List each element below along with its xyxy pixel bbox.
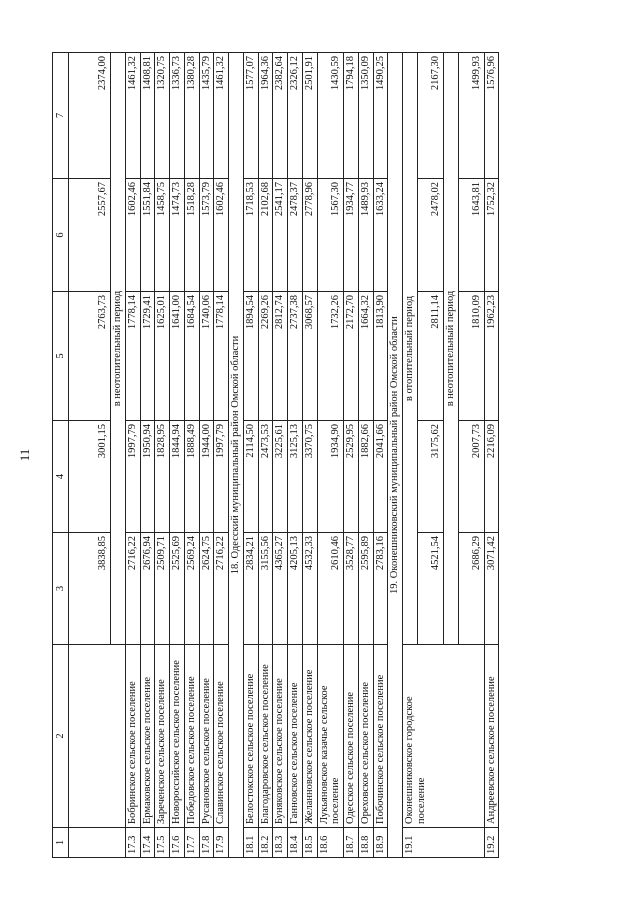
row-code: 17.7 [184, 828, 199, 858]
value-cell: 4521,54 [417, 533, 443, 645]
row-name: Побочинское сельское поселение [373, 645, 388, 828]
row-name: Бобринское сельское поселение [125, 645, 140, 828]
row-code: 19.2 [484, 828, 499, 858]
value-cell: 1934,90 [317, 421, 344, 533]
value-cell: 1551,84 [140, 179, 155, 292]
value-cell: 1888,49 [184, 421, 199, 533]
value-cell: 2167,30 [417, 53, 443, 179]
value-cell: 1844,94 [170, 421, 185, 533]
row-name: Андреевское сельское поселение [484, 645, 499, 828]
row-code: 18.7 [344, 828, 359, 858]
value-cell: 2624,75 [199, 533, 214, 645]
section-heading: 19. Оконешниковский муниципальный район Омской области [388, 53, 403, 858]
value-cell: 1499,93 [458, 53, 484, 179]
value-cell: 2811,14 [417, 292, 443, 421]
value-cell: 2812,74 [273, 292, 288, 421]
table-row [302, 53, 317, 858]
column-header: 5 [53, 292, 69, 421]
period-row [403, 53, 418, 858]
row-code: 18.3 [273, 828, 288, 858]
value-cell: 2382,64 [273, 53, 288, 179]
value-cell: 1474,73 [170, 179, 185, 292]
value-cell: 3001,15 [69, 421, 111, 533]
value-cell: 2473,53 [258, 421, 273, 533]
value-cell: 3068,57 [302, 292, 317, 421]
value-cell: 2172,70 [344, 292, 359, 421]
table-row [125, 53, 140, 858]
value-cell: 2114,50 [243, 421, 258, 533]
section-heading: 18. Одесский муниципальный район Омской области [229, 53, 244, 858]
value-cell: 3071,42 [484, 533, 499, 645]
table-row [243, 53, 258, 858]
table-row [288, 53, 303, 858]
period-label: в неотопительный период [443, 53, 458, 645]
value-cell: 2478,37 [288, 179, 303, 292]
value-cell: 1490,25 [373, 53, 388, 179]
value-cell: 1752,32 [484, 179, 499, 292]
value-cell: 2509,71 [155, 533, 170, 645]
period-label: в отопительный период [403, 53, 418, 645]
value-cell: 2763,73 [69, 292, 111, 421]
row-code: 17.8 [199, 828, 214, 858]
value-cell: 4532,33 [302, 533, 317, 645]
value-cell: 1602,46 [125, 179, 140, 292]
value-cell: 1641,00 [170, 292, 185, 421]
value-cell: 1997,79 [125, 421, 140, 533]
table-row [317, 53, 344, 858]
row-name: Славинское сельское поселение [214, 645, 229, 828]
value-cell: 2501,91 [302, 53, 317, 179]
value-cell: 2529,95 [344, 421, 359, 533]
row-name: Благодаровское сельское поселение [258, 645, 273, 828]
value-cell: 2716,22 [125, 533, 140, 645]
value-cell: 1577,07 [243, 53, 258, 179]
value-cell: 2102,68 [258, 179, 273, 292]
value-cell: 1684,54 [184, 292, 199, 421]
table-row [214, 53, 229, 858]
value-cell: 2541,17 [273, 179, 288, 292]
value-cell: 1567,30 [317, 179, 344, 292]
row-name: Зареченское сельское поселение [155, 645, 170, 828]
value-cell: 3370,75 [302, 421, 317, 533]
row-code: 18.9 [373, 828, 388, 858]
value-cell: 1964,36 [258, 53, 273, 179]
value-cell: 2374,00 [69, 53, 111, 179]
row-code: 17.3 [125, 828, 140, 858]
value-cell: 2716,22 [214, 533, 229, 645]
table-row [273, 53, 288, 858]
value-cell: 1489,93 [358, 179, 373, 292]
row-code: 18.2 [258, 828, 273, 858]
column-header: 6 [53, 179, 69, 292]
value-cell: 2478,02 [417, 179, 443, 292]
row-code: 18.6 [317, 828, 344, 858]
row-name: Желанновское сельское поселение [302, 645, 317, 828]
table-row [258, 53, 273, 858]
column-header: 4 [53, 421, 69, 533]
value-cell: 1934,77 [344, 179, 359, 292]
table-row [373, 53, 388, 858]
value-cell: 3838,85 [69, 533, 111, 645]
row-name: Лукьяновское казачье сельское поселение [317, 645, 344, 828]
value-cell: 1882,66 [358, 421, 373, 533]
value-cell: 2269,26 [258, 292, 273, 421]
table-row [155, 53, 170, 858]
row-code: 17.9 [214, 828, 229, 858]
row-code: 18.8 [358, 828, 373, 858]
value-cell: 1602,46 [214, 179, 229, 292]
value-cell: 1794,18 [344, 53, 359, 179]
page-number: 11 [17, 448, 32, 462]
value-cell: 3155,56 [258, 533, 273, 645]
value-cell: 1997,79 [214, 421, 229, 533]
period-label: в неотопительный период [111, 53, 126, 645]
table-row [344, 53, 359, 858]
section-heading-row [388, 53, 403, 858]
row-name: Новороссийское сельское поселение [170, 645, 185, 828]
table-row [484, 53, 499, 858]
row-code: 17.4 [140, 828, 155, 858]
row-name: Русановское сельское поселение [199, 645, 214, 828]
table-row [184, 53, 199, 858]
value-cell: 1828,95 [155, 421, 170, 533]
value-cell: 1408,81 [140, 53, 155, 179]
value-cell: 1458,75 [155, 179, 170, 292]
value-cell: 1962,23 [484, 292, 499, 421]
table-row [69, 53, 111, 858]
row-code: 18.5 [302, 828, 317, 858]
column-header: 2 [53, 645, 69, 828]
value-cell: 2595,89 [358, 533, 373, 645]
row-code [69, 828, 126, 858]
section-heading-row [229, 53, 244, 858]
value-cell: 1633,24 [373, 179, 388, 292]
value-cell: 1350,09 [358, 53, 373, 179]
value-cell: 3125,13 [288, 421, 303, 533]
value-cell: 2041,66 [373, 421, 388, 533]
value-cell: 1461,32 [214, 53, 229, 179]
table-row [358, 53, 373, 858]
value-cell: 1573,79 [199, 179, 214, 292]
row-name: Победовское сельское поселение [184, 645, 199, 828]
row-name: Ореховское сельское поселение [358, 645, 373, 828]
value-cell: 4205,13 [288, 533, 303, 645]
value-cell: 1576,96 [484, 53, 499, 179]
tariff-table [52, 52, 499, 858]
value-cell: 1729,41 [140, 292, 155, 421]
value-cell: 2834,21 [243, 533, 258, 645]
row-code: 18.4 [288, 828, 303, 858]
row-name: Буняковское сельское поселение [273, 645, 288, 828]
value-cell: 1435,79 [199, 53, 214, 179]
value-cell: 1778,14 [125, 292, 140, 421]
value-cell: 1778,14 [214, 292, 229, 421]
row-name: Ганновское сельское поселение [288, 645, 303, 828]
row-name: Ермаковское сельское поселение [140, 645, 155, 828]
value-cell: 4365,27 [273, 533, 288, 645]
table-row [140, 53, 155, 858]
rotated-table-container [52, 53, 620, 858]
value-cell: 1813,90 [373, 292, 388, 421]
value-cell: 1718,53 [243, 179, 258, 292]
value-cell: 2216,09 [484, 421, 499, 533]
column-header: 3 [53, 533, 69, 645]
value-cell: 1380,28 [184, 53, 199, 179]
value-cell: 1643,81 [458, 179, 484, 292]
value-cell: 1461,32 [125, 53, 140, 179]
column-number-row [53, 53, 69, 858]
value-cell: 1430,59 [317, 53, 344, 179]
column-header: 1 [53, 828, 69, 858]
row-code: 17.6 [170, 828, 185, 858]
value-cell: 2737,38 [288, 292, 303, 421]
value-cell: 2569,24 [184, 533, 199, 645]
row-name: Оконешниковское городское поселение [403, 645, 485, 828]
value-cell: 2778,96 [302, 179, 317, 292]
row-name [69, 645, 126, 828]
column-header: 7 [53, 53, 69, 179]
value-cell: 1664,32 [358, 292, 373, 421]
value-cell: 1950,94 [140, 421, 155, 533]
value-cell: 1894,54 [243, 292, 258, 421]
value-cell: 2783,16 [373, 533, 388, 645]
row-name: Белостокское сельское поселение [243, 645, 258, 828]
value-cell: 1944,00 [199, 421, 214, 533]
value-cell: 3175,62 [417, 421, 443, 533]
table-row [170, 53, 185, 858]
value-cell: 1732,26 [317, 292, 344, 421]
row-code: 19.1 [403, 828, 485, 858]
row-code: 18.1 [243, 828, 258, 858]
value-cell: 2686,29 [458, 533, 484, 645]
row-name: Одесское сельское поселение [344, 645, 359, 828]
value-cell: 2326,12 [288, 53, 303, 179]
value-cell: 1518,28 [184, 179, 199, 292]
value-cell: 1810,09 [458, 292, 484, 421]
value-cell: 1625,01 [155, 292, 170, 421]
value-cell: 2610,46 [317, 533, 344, 645]
value-cell: 2007,73 [458, 421, 484, 533]
value-cell: 3528,77 [344, 533, 359, 645]
value-cell: 1320,75 [155, 53, 170, 179]
row-code: 17.5 [155, 828, 170, 858]
value-cell: 1336,73 [170, 53, 185, 179]
value-cell: 2676,94 [140, 533, 155, 645]
value-cell: 1740,06 [199, 292, 214, 421]
table-row [199, 53, 214, 858]
value-cell: 3225,61 [273, 421, 288, 533]
value-cell: 2525,69 [170, 533, 185, 645]
value-cell: 2557,67 [69, 179, 111, 292]
